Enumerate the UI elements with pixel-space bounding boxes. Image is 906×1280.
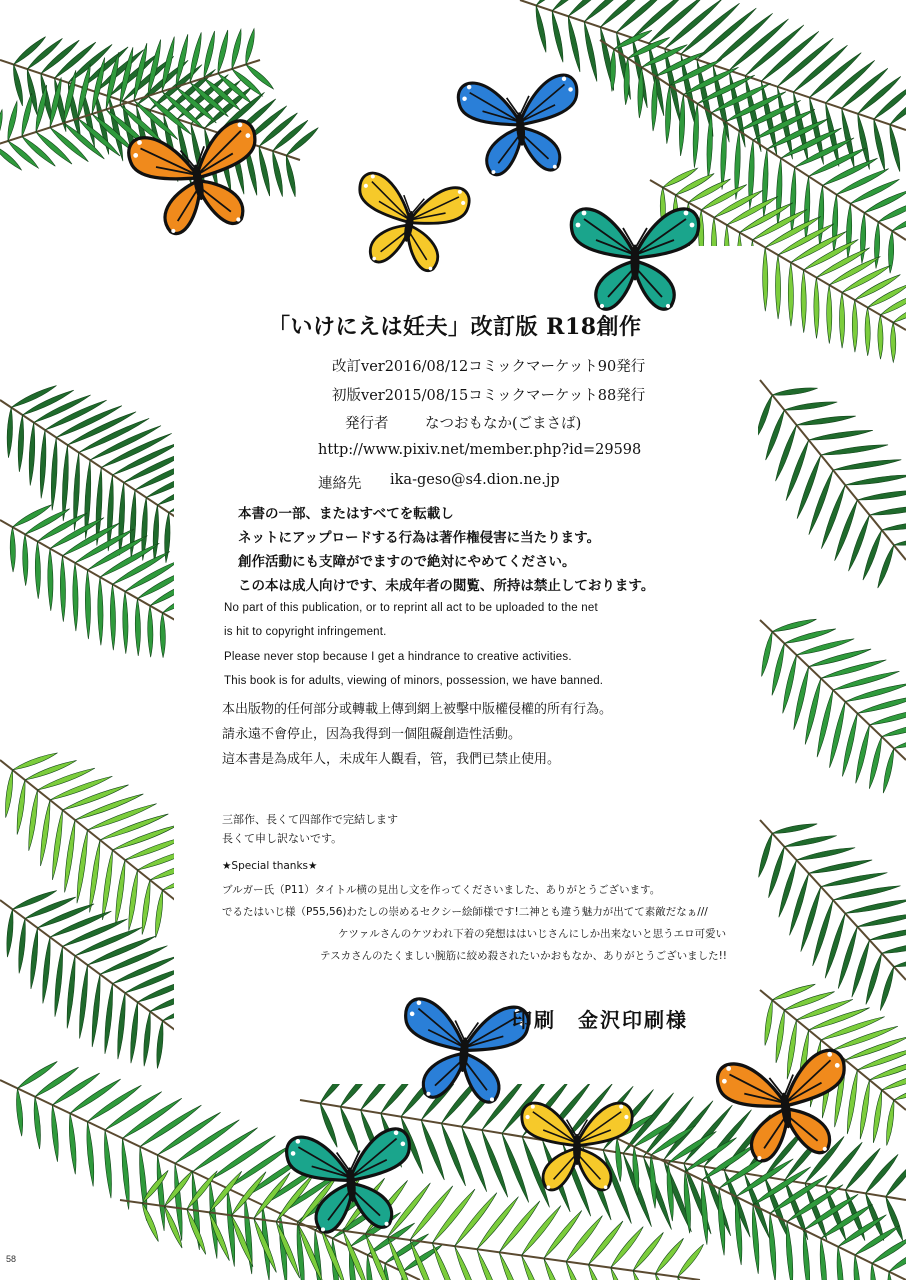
- palm-leaf: [643, 1097, 693, 1157]
- palm-leaf: [367, 1255, 374, 1280]
- palm-leaf: [784, 402, 837, 410]
- palm-leaf: [783, 655, 797, 713]
- palm-leaf: [797, 416, 856, 425]
- palm-leaf: [665, 85, 670, 143]
- palm-leaf: [142, 880, 150, 935]
- palm-leaf: [31, 928, 38, 989]
- palm-leaf: [153, 505, 159, 562]
- palm-leaf: [801, 270, 806, 333]
- palm-leaf: [809, 430, 873, 440]
- palm-leaf: [763, 248, 768, 312]
- thanks-line: テスカさんのたくましい腕筋に絞め殺されたいかおもなか、ありがとうございました!!: [320, 950, 727, 962]
- palm-leaf: [821, 1204, 873, 1238]
- thanks-line: でるたはいじ様（P55,56)わたしの崇めるセクシー絵師様です!二神とも違う魅力が出てて素敵だなぁ///: [222, 906, 708, 918]
- palm-leaf: [827, 285, 832, 344]
- palm-leaf: [522, 1206, 561, 1256]
- palm-leaf: [776, 425, 797, 481]
- palm-leaf: [882, 942, 906, 953]
- palm-leaf: [797, 848, 856, 860]
- palm-leaf: [772, 984, 815, 1000]
- palm-leaf: [784, 836, 836, 847]
- palm-leaf: [41, 40, 79, 73]
- palm-leaf: [776, 158, 782, 226]
- palm-leaf: [880, 967, 894, 1011]
- first-edition-line: 初版ver2015/08/15コミックマーケット88発行: [332, 388, 646, 404]
- palm-leaf: [863, 530, 882, 580]
- palm-leaf: [772, 619, 816, 631]
- palm-leaf: [814, 278, 819, 339]
- page-number: 58: [6, 1254, 17, 1264]
- palm-leaf: [790, 873, 809, 935]
- palm-leaf: [88, 1085, 142, 1121]
- palm-leaf: [122, 1138, 129, 1209]
- palm-leaf: [818, 185, 823, 246]
- palm-leaf: [50, 128, 88, 162]
- palm-leaf: [762, 632, 773, 677]
- palm-leaf: [499, 1201, 540, 1252]
- palm-leaf: [51, 438, 57, 511]
- palm-leaf: [805, 678, 821, 744]
- palm-leaf: [190, 32, 201, 82]
- palm-leaf: [865, 308, 870, 356]
- palm-leaf: [874, 222, 879, 269]
- palm-leaf: [769, 847, 785, 898]
- palm-leaf: [5, 770, 12, 818]
- palm-leaf: [770, 1176, 827, 1214]
- thanks-line: ブルガー氏（P11）タイトル横の見出し文を作ってくださいました、ありがとうございます。: [222, 884, 661, 896]
- palm-leaf: [100, 946, 167, 974]
- book-title: 「いけにえは妊夫」改訂版 R18創作: [268, 314, 642, 340]
- palm-leaf: [7, 909, 13, 957]
- palm-leaf: [769, 1213, 776, 1280]
- palm-leaf: [874, 119, 885, 170]
- palm-leaf: [64, 123, 104, 159]
- butterfly-icon: [560, 180, 710, 330]
- palm-leaf: [633, 1232, 663, 1270]
- contact-email-link[interactable]: ika-geso@s4.dion.ne.jp: [390, 472, 560, 488]
- notice-jp-line: ネットにアップロードする行為は著作権侵害に当たります。: [238, 530, 601, 546]
- palm-leaf: [55, 946, 63, 1016]
- notice-en-line: Please never stop because I get a hindrance to creative activities.: [224, 651, 572, 663]
- palm-leaf: [845, 475, 906, 485]
- palm-leaf: [70, 1079, 121, 1113]
- palm-leaf: [833, 460, 901, 470]
- afterword-line: 長くて申し訳ないです。: [222, 832, 343, 845]
- printer-credit: 印刷 金沢印刷様: [512, 1008, 688, 1032]
- palm-leaf: [455, 1246, 481, 1280]
- palm-leaf: [499, 1252, 524, 1280]
- palm-leaf: [882, 522, 906, 530]
- palm-leaf: [118, 993, 125, 1059]
- palm-leaf: [35, 541, 40, 598]
- notice-jp-line: 創作活動にも支障がでますので絶対にやめてください。: [238, 554, 576, 570]
- palm-leaf: [857, 913, 906, 926]
- palm-leaf: [821, 873, 888, 887]
- palm-leaf: [131, 1002, 138, 1063]
- palm-leaf: [809, 860, 872, 873]
- palm-leaf: [790, 167, 796, 233]
- palm-leaf: [536, 5, 546, 52]
- palm-leaf: [90, 840, 100, 912]
- palm-leaf: [246, 29, 255, 65]
- palm-leaf: [870, 506, 906, 515]
- palm-leaf: [22, 93, 32, 137]
- palm-leaf: [130, 490, 136, 558]
- palm-leaf: [462, 1127, 487, 1192]
- palm-leaf: [34, 395, 91, 423]
- palm-leaf: [63, 919, 128, 947]
- palm-leaf: [860, 213, 865, 264]
- palm-leaf: [810, 53, 862, 98]
- revised-edition-line: 改訂ver2016/08/12コミックマーケット90発行: [332, 359, 646, 375]
- palm-leaf: [16, 1088, 22, 1136]
- palm-leaf: [102, 850, 112, 920]
- special-thanks-header: ★Special thanks★: [222, 860, 318, 872]
- palm-leaf: [69, 1113, 76, 1174]
- palm-leaf: [25, 509, 70, 535]
- notice-zh-line: 本出版物的任何部分或轉載上傳到網上被擊中版權侵權的所有行為。: [222, 702, 613, 717]
- palm-leaf: [842, 68, 888, 108]
- palm-leaf: [856, 725, 870, 783]
- palm-leaf: [209, 1212, 229, 1260]
- palm-leaf: [838, 927, 857, 989]
- palm-leaf: [784, 629, 835, 644]
- palm-leaf: [40, 800, 50, 866]
- palm-leaf: [832, 195, 837, 253]
- palm-leaf: [157, 1021, 163, 1069]
- palm-leaf: [829, 256, 880, 285]
- palm-leaf: [894, 957, 906, 966]
- palm-leaf: [740, 203, 793, 233]
- pixiv-url-link[interactable]: http://www.pixiv.net/member.php?id=29598: [318, 442, 642, 458]
- butterfly-icon: [512, 1078, 642, 1208]
- palm-leaf: [788, 263, 793, 327]
- palm-leaf: [721, 122, 727, 190]
- palm-leaf: [842, 265, 891, 292]
- palm-leaf: [766, 410, 785, 460]
- palm-leaf: [36, 132, 72, 164]
- palm-leaf: [707, 113, 713, 179]
- palm-leaf: [455, 1193, 497, 1246]
- palm-leaf: [52, 1105, 59, 1162]
- palm-leaf: [77, 830, 88, 903]
- palm-leaf: [759, 833, 773, 877]
- palm-leaf: [88, 804, 157, 830]
- palm-leaf: [148, 606, 153, 657]
- palm-leaf: [772, 824, 817, 833]
- palm-leaf: [115, 860, 125, 926]
- notice-zh-line: 這本書是為成年人，未成年人觀看，管，我們已禁止使用。: [222, 752, 561, 767]
- palm-leaf: [852, 940, 870, 997]
- palm-leaf: [794, 667, 809, 730]
- palm-leaf: [873, 1090, 881, 1143]
- palm-leaf: [65, 820, 75, 892]
- notice-en-line: is hit to copyright infringement.: [224, 626, 387, 638]
- palm-leaf: [60, 556, 65, 622]
- palm-leaf: [210, 1136, 275, 1180]
- palm-leaf: [878, 545, 894, 588]
- notice-jp-line: この本は成人向けです、未成年者の閲覧、所持は禁止しております。: [238, 578, 655, 594]
- palm-leaf: [894, 538, 906, 545]
- publisher-label: 発行者: [345, 416, 389, 432]
- palm-leaf: [105, 1092, 162, 1130]
- palm-leaf: [817, 690, 833, 757]
- notice-zh-line: 請永遠不會停止，因為我得到一個阻礙創造性活動。: [222, 727, 522, 742]
- palm-leaf: [22, 137, 55, 167]
- palm-leaf: [842, 713, 857, 776]
- palm-leaf: [883, 748, 894, 793]
- palm-leaf: [52, 810, 62, 880]
- palm-leaf: [286, 155, 295, 196]
- butterfly-icon: [110, 88, 284, 262]
- palm-leaf: [140, 1105, 201, 1147]
- palm-leaf: [882, 722, 906, 737]
- palm-leaf: [432, 1189, 475, 1243]
- palm-leaf: [98, 577, 103, 645]
- palm-leaf: [837, 1247, 843, 1280]
- palm-leaf: [441, 1123, 465, 1186]
- palm-leaf: [105, 984, 113, 1054]
- thanks-line: ケツァルさんのケツわれ下着の発想ははいじさんにしか出来ないと思うエロ可愛い: [338, 928, 727, 940]
- palm-leaf: [218, 30, 228, 74]
- palm-leaf: [157, 1155, 164, 1231]
- palm-leaf: [48, 549, 53, 611]
- afterword-line: 三部作、長くて四部作で完結します: [222, 813, 398, 826]
- palm-leaf: [155, 890, 162, 938]
- palm-leaf: [144, 1011, 151, 1066]
- palm-leaf: [50, 911, 111, 937]
- palm-leaf: [887, 1100, 894, 1145]
- palm-leaf: [43, 937, 50, 1003]
- palm-leaf: [846, 204, 851, 259]
- palm-leaf: [38, 513, 88, 541]
- notice-en-line: No part of this publication, or to reprint all act to be uploaded to the net: [224, 602, 598, 614]
- palm-leaf: [73, 563, 78, 631]
- palm-leaf: [772, 643, 784, 695]
- palm-leaf: [29, 423, 35, 486]
- palm-leaf: [7, 408, 12, 458]
- palm-leaf: [29, 790, 38, 851]
- palm-leaf: [104, 1130, 111, 1198]
- palm-leaf: [890, 125, 900, 172]
- palm-leaf: [701, 1180, 708, 1245]
- palm-leaf: [477, 1249, 503, 1280]
- palm-leaf: [23, 534, 28, 585]
- palm-leaf: [13, 65, 22, 106]
- palm-leaf: [667, 1163, 673, 1221]
- palm-leaf: [36, 85, 47, 132]
- palm-leaf: [894, 736, 906, 748]
- palm-leaf: [80, 965, 88, 1039]
- publisher-name: なつおもなか(ごまさば): [425, 416, 582, 432]
- palm-leaf: [17, 780, 25, 835]
- palm-leaf: [797, 639, 855, 655]
- palm-leaf: [8, 101, 17, 141]
- palm-leaf: [718, 1188, 725, 1255]
- palm-leaf: [849, 515, 870, 571]
- palm-leaf: [421, 1120, 444, 1180]
- palm-leaf: [727, 196, 778, 225]
- palm-leaf: [175, 1120, 239, 1164]
- palm-leaf: [27, 38, 62, 69]
- palm-leaf: [85, 570, 90, 639]
- palm-leaf: [273, 120, 308, 151]
- palm-leaf: [857, 490, 906, 500]
- palm-leaf: [858, 76, 901, 113]
- palm-leaf: [232, 29, 241, 69]
- palm-leaf: [878, 315, 883, 359]
- palm-leaf: [858, 114, 870, 170]
- palm-leaf: [826, 60, 875, 103]
- palm-leaf: [100, 814, 168, 840]
- palm-leaf: [804, 176, 809, 240]
- palm-leaf: [0, 110, 2, 146]
- palm-leaf: [804, 239, 859, 270]
- butterfly-icon: [272, 1099, 429, 1256]
- palm-leaf: [772, 388, 817, 395]
- palm-leaf: [866, 953, 882, 1004]
- butterfly-icon: [700, 1018, 869, 1187]
- palm-leaf: [655, 1238, 683, 1274]
- palm-leaf: [129, 870, 138, 931]
- palm-leaf: [845, 899, 906, 913]
- palm-leaf: [652, 76, 657, 131]
- palm-leaf: [852, 300, 857, 352]
- palm-leaf: [160, 613, 165, 658]
- contact-label: 連絡先: [318, 476, 362, 492]
- palm-leaf: [679, 95, 684, 156]
- palm-leaf: [40, 430, 46, 498]
- palm-leaf: [869, 737, 881, 789]
- palm-leaf: [839, 293, 844, 349]
- palm-leaf: [809, 649, 871, 667]
- palm-leaf: [18, 415, 24, 472]
- palm-leaf: [584, 22, 597, 82]
- palm-leaf: [756, 395, 772, 438]
- palm-leaf: [123, 591, 128, 653]
- palm-leaf: [678, 1244, 704, 1277]
- palm-leaf: [123, 1098, 182, 1138]
- palm-leaf: [158, 1112, 221, 1155]
- palm-leaf: [75, 794, 143, 820]
- palm-leaf: [193, 1128, 258, 1172]
- palm-leaf: [820, 1238, 826, 1280]
- palm-leaf: [891, 323, 896, 363]
- palm-leaf: [829, 702, 845, 768]
- palm-leaf: [125, 560, 179, 591]
- palm-leaf: [34, 1097, 40, 1149]
- palm-leaf: [779, 860, 797, 917]
- palm-leaf: [10, 527, 15, 572]
- palm-leaf: [854, 1255, 860, 1280]
- notice-en-line: This book is for adults, viewing of minors, possession, we have banned.: [224, 675, 604, 687]
- palm-leaf: [650, 1155, 656, 1208]
- palm-leaf: [142, 1203, 158, 1242]
- palm-leaf: [67, 956, 75, 1029]
- palm-leaf: [87, 1122, 94, 1187]
- palm-leaf: [833, 886, 901, 900]
- palm-leaf: [119, 483, 125, 556]
- palm-leaf: [610, 49, 615, 91]
- palm-leaf: [110, 584, 115, 650]
- palm-leaf: [50, 518, 104, 549]
- palm-leaf: [23, 390, 74, 415]
- palm-leaf: [92, 974, 100, 1047]
- notice-jp-line: 本書の一部、またはすべてを転載し: [238, 506, 454, 522]
- palm-leaf: [786, 1222, 793, 1280]
- palm-leaf: [75, 927, 142, 955]
- palm-leaf: [19, 919, 26, 974]
- palm-leaf: [714, 190, 763, 217]
- palm-leaf: [870, 709, 906, 725]
- palm-leaf: [113, 956, 178, 984]
- palm-leaf: [870, 928, 906, 940]
- palm-leaf: [775, 255, 780, 319]
- palm-leaf: [821, 445, 888, 455]
- butterfly-icon: [444, 46, 596, 198]
- palm-leaf: [88, 936, 156, 965]
- palm-leaf: [135, 599, 140, 656]
